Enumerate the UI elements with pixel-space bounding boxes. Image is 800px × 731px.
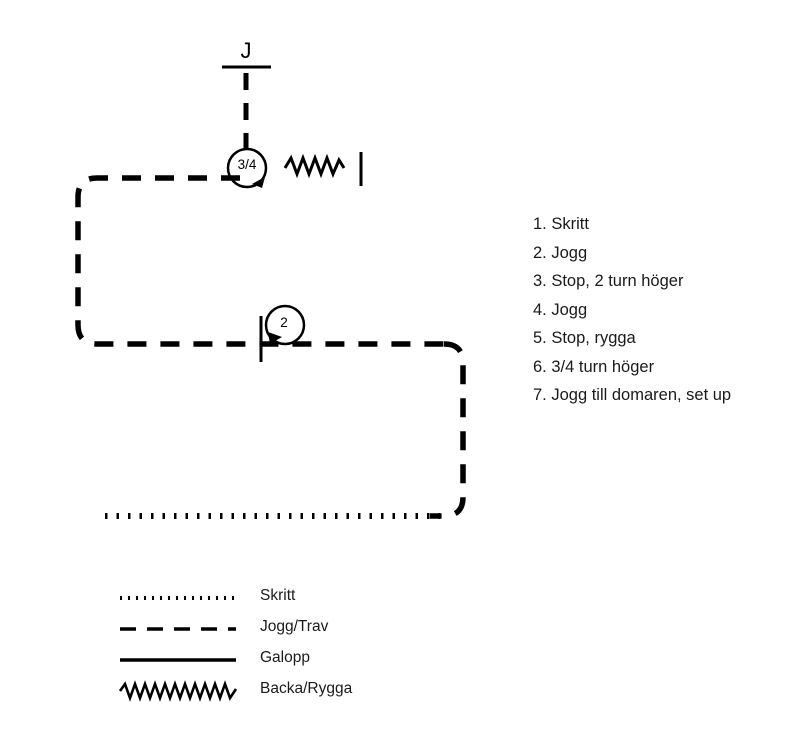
- solid-line-icon: [118, 645, 238, 676]
- legend-label-jog: Jogg/Trav: [260, 618, 329, 635]
- legend: [110, 583, 450, 707]
- dotted-line-icon: [118, 583, 238, 614]
- legend-row-lope: [110, 645, 450, 676]
- instruction-item-5: 5. Stop, rygga: [533, 329, 636, 347]
- legend-label-lope: Galopp: [260, 649, 310, 666]
- zigzag-line-icon: [118, 676, 238, 707]
- instruction-item-2: 2. Jogg: [533, 243, 588, 262]
- judge-marker-label: J: [240, 38, 252, 63]
- instruction-item-6: 6. 3/4 turn höger: [533, 357, 655, 376]
- dashed-line-icon: [118, 614, 238, 645]
- legend-row-back: [110, 676, 450, 707]
- two-turn-label: 2: [280, 315, 288, 330]
- instruction-item-7: 7. Jogg till domaren, set up: [533, 386, 732, 404]
- path-right-dashed-descent: [430, 344, 463, 516]
- instruction-item-3: 3. Stop, 2 turn höger: [533, 272, 684, 290]
- legend-label-back: Backa/Rygga: [260, 680, 353, 697]
- instruction-list: [533, 210, 793, 410]
- legend-row-jog: [110, 614, 450, 645]
- instruction-item-1: 1. Skritt: [533, 215, 589, 233]
- instruction-item-4: 4. Jogg: [533, 300, 588, 319]
- three-quarter-turn-label: 3/4: [237, 157, 257, 172]
- back-up-zigzag: [285, 158, 344, 174]
- legend-label-walk: Skritt: [260, 587, 296, 604]
- legend-row-walk: [110, 583, 450, 614]
